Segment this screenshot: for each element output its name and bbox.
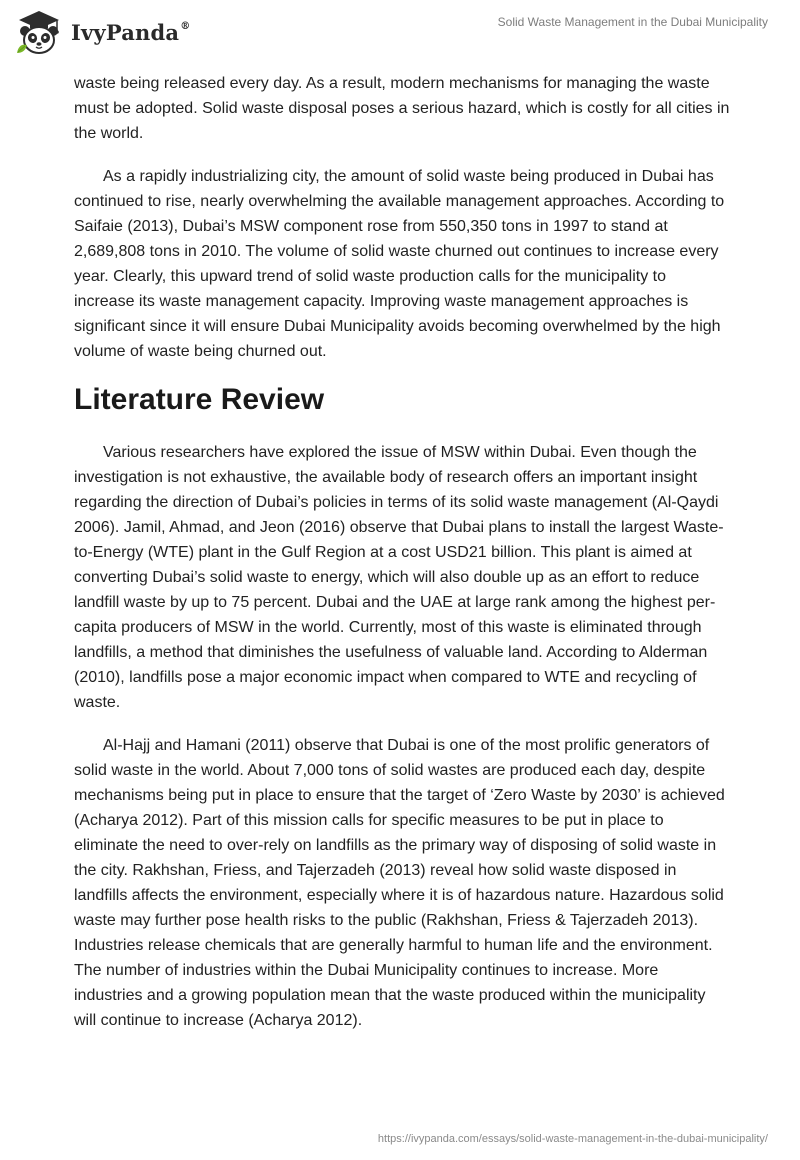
paragraph: Various researchers have explored the issue of MSW within Dubai. Even though the investigation is not exhaustive, the available body of research offers an important insight regarding the direction of Dubai’s policies in terms of its solid waste management (Al-Qaydi 2006). Jamil, Ahmad, and Jeon (2016) observe that Dubai plans to install the largest Waste-to-Energy (WTE) plant in the Gulf Region at a cost USD21 billion. This plant is aimed at converting Dubai’s solid waste to energy, which will also double up as an effort to reduce landfill waste by up to 75 percent. Dubai and the UAE at large rank among the highest per-capita producers of MSW in the world. Currently, most of this waste is eliminated through landfills, a method that diminishes the usefulness of valuable land. According to Alderman (2010), landfills pose a major economic impact when compared to WTE and recycling of waste. bbox=[74, 444, 724, 711]
page-header bbox=[0, 0, 800, 66]
document-title: Solid Waste Management in the Dubai Municipality bbox=[497, 15, 768, 29]
panda-graduate-icon bbox=[14, 9, 64, 57]
paragraph: Al-Hajj and Hamani (2011) observe that Dubai is one of the most prolific generators of solid waste in the world. About 7,000 tons of solid wastes are produced each day, despite mechanisms being put in place to ensure that the target of ‘Zero Waste by 2030’ is achieved (Acharya 2012). Part of this mission calls for specific measures to be put in place to eliminate the need to over-rely on landfills as the primary way of disposing of solid waste in the city. Rakhshan, Friess, and Tajerzadeh (2013) reveal how solid waste disposed in landfills affects the environment, especially where it is of hazardous nature. Hazardous solid waste may further pose health risks to the public (Rakhshan, Friess & Tajerzadeh 2013). Industries release chemicals that are generally harmful to human life and the environment. The number of industries within the Dubai Municipality continues to increase. More industries and a growing population mean that the waste produced within the municipality will continue to increase (Acharya 2012). bbox=[74, 737, 725, 1029]
logo-text: IvyPanda bbox=[71, 19, 180, 45]
source-url: https://ivypanda.com/essays/solid-waste-management-in-the-dubai-municipality/ bbox=[377, 1133, 768, 1145]
paragraph: As a rapidly industrializing city, the amount of solid waste being produced in Dubai has continued to rise, nearly overwhelming the available management approaches. According to Saifaie (2013), Dubai’s MSW component rose from 550,350 tons in 1997 to stand at 2,689,808 tons in 2010. The volume of solid waste churned out continues to increase every year. Clearly, this upward trend of solid waste production calls for the municipality to increase its waste management capacity. Improving waste management approaches is significant since it will ensure Dubai Municipality avoids becoming overwhelmed by the high volume of waste being churned out. bbox=[74, 168, 725, 360]
section-heading-literature-review: Literature Review bbox=[74, 383, 325, 416]
ivypanda-logo[interactable] bbox=[14, 9, 190, 57]
logo-wordmark bbox=[71, 20, 190, 45]
paragraph-continued: waste being released every day. As a result, modern mechanisms for managing the waste must be adopted. Solid waste disposal poses a serious hazard, which is costly for all cities in the world. bbox=[74, 75, 730, 142]
essay-content bbox=[74, 71, 730, 1051]
registered-mark: ® bbox=[180, 20, 191, 32]
